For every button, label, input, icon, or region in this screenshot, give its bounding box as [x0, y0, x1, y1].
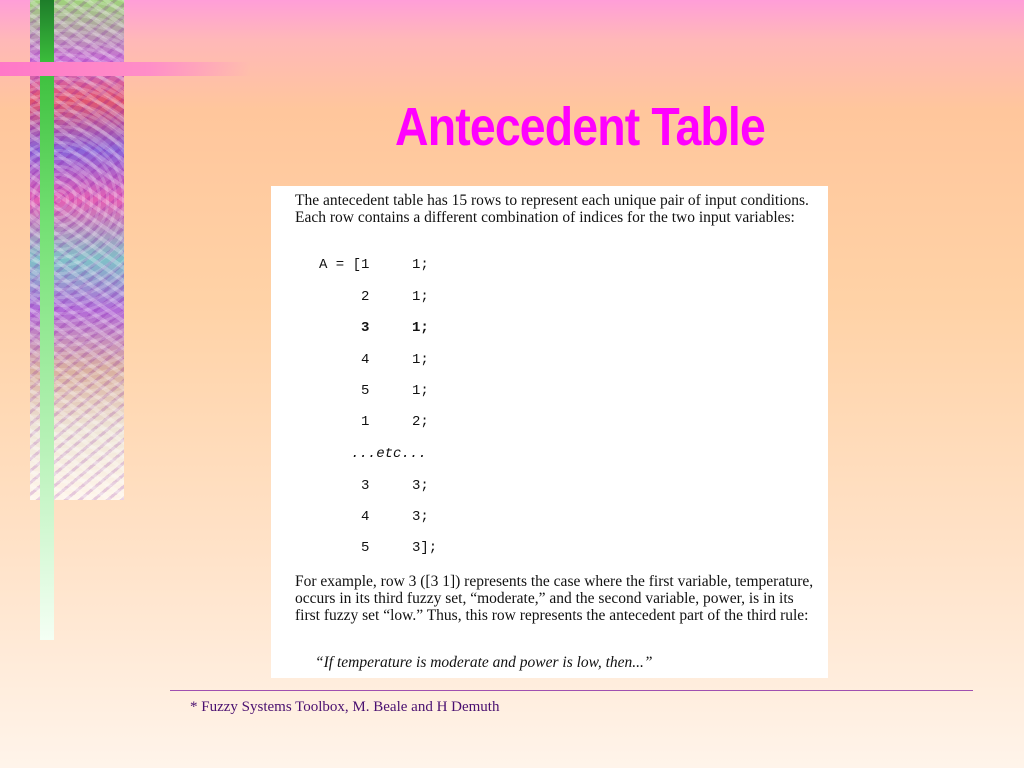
matrix-row-6-first: 1: [361, 414, 370, 430]
matrix-row-5-second: 1;: [412, 383, 429, 399]
matrix-row-1-second: 1;: [412, 257, 429, 273]
decorative-green-bar: [40, 0, 54, 640]
rule-quote: “If temperature is moderate and power is low, then...”: [315, 654, 653, 671]
content-panel: [271, 186, 828, 678]
matrix-row-1-first: 1: [361, 257, 370, 273]
matrix-row-3-second: 1;: [412, 320, 429, 336]
matrix-prefix: A = [: [319, 257, 362, 273]
footer-divider: [170, 690, 973, 691]
matrix-row-8-second: 3;: [412, 509, 429, 525]
slide-title: Antecedent Table: [395, 97, 765, 157]
matrix-row-7-first: 3: [361, 478, 370, 494]
matrix-row-3-first: 3: [361, 320, 370, 336]
matrix-row-6-second: 2;: [412, 414, 429, 430]
matrix-row-4-first: 4: [361, 352, 370, 368]
matrix-row-5-first: 5: [361, 383, 370, 399]
matrix-ellipsis: ...etc...: [351, 446, 427, 462]
matrix-row-2-second: 1;: [412, 289, 429, 305]
matrix-row-7-second: 3;: [412, 478, 429, 494]
decorative-pink-bar: [0, 62, 250, 76]
intro-paragraph: The antecedent table has 15 rows to represent each unique pair of input conditions. Each row contains a different combination of indices for the two input variables:: [295, 192, 809, 226]
footnote: * Fuzzy Systems Toolbox, M. Beale and H Demuth: [190, 699, 500, 715]
matrix-row-9-first: 5: [361, 540, 370, 556]
matrix-row-8-first: 4: [361, 509, 370, 525]
matrix-row-4-second: 1;: [412, 352, 429, 368]
matrix-row-9-second: 3];: [412, 540, 438, 556]
matrix-row-2-first: 2: [361, 289, 370, 305]
example-paragraph: For example, row 3 ([3 1]) represents the case where the first variable, temperature, occurs in its third fuzzy set, “moderate,” and the second variable, power, is in its first fuzzy set “low.” Thus, this row represents the antecedent part of the third rule:: [295, 573, 814, 624]
